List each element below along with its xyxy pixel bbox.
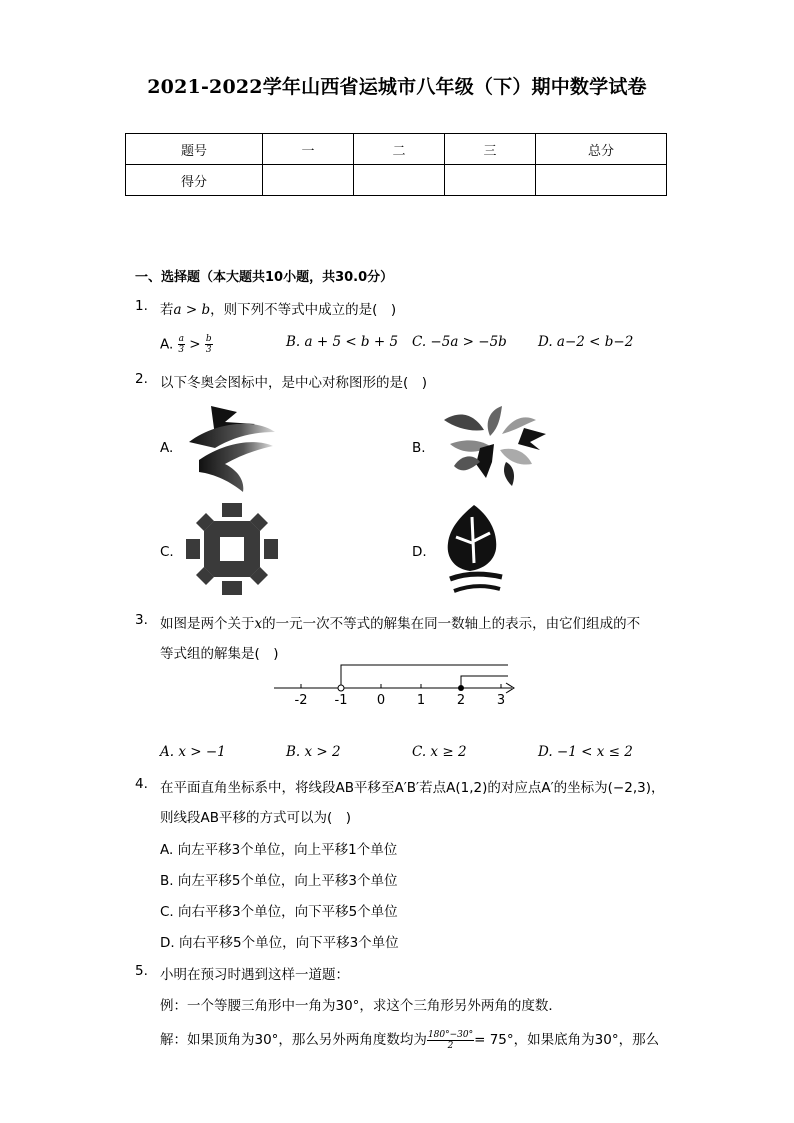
question-text: 小明在预习时遇到这样一道题： (160, 967, 349, 983)
question-number: 3. (135, 612, 148, 628)
question-text: 在平面直角坐标系中，将线段AB平移至A′B′若点A(1,2)的对应点A′的坐标为(−2,3)， (160, 780, 665, 796)
option-c-label[interactable]: C. (160, 544, 174, 560)
option-a[interactable]: A. $\frac{a}{3}$ > $\frac{b}{3}$ (160, 334, 212, 355)
tick-label: 2 (456, 693, 466, 708)
option-d[interactable]: D. −1 < x ≤ 2 (538, 744, 633, 760)
question-number: 4. (135, 776, 148, 792)
question-text: 如图是两个关于x的一元一次不等式的解集在同一数轴上的表示，由它们组成的不 (160, 616, 641, 632)
tick-label: -1 (334, 693, 348, 708)
option-c[interactable]: C. x ≥ 2 (412, 744, 467, 760)
winter-olympics-logo-c-icon[interactable] (186, 503, 278, 595)
option-b-label[interactable]: B. (412, 440, 426, 456)
option-d-label[interactable]: D. (412, 544, 427, 560)
section-heading-choice: 一、选择题（本大题共10小题，共30.0分） (135, 270, 394, 285)
tick-label: 0 (376, 693, 386, 708)
option-b[interactable]: B. a + 5 < b + 5 (286, 334, 399, 350)
question-text: 以下冬奥会图标中，是中心对称图形的是( ) (160, 375, 428, 391)
exam-page: 2021-2022学年山西省运城市八年级（下）期中数学试卷 题号 一 二 三 总分 得分 一、选择题（本大题共10小题，共30.0分） 1. 若a > b，则下列不等式中成立的是( ) A. $\frac{a}{3}$ > $\frac{b}{3}$ B. a + 5 < b + 5 C. −5a > −5b D. a−2 < b−2 2. 以下冬奥会图标中，是中心对称图形的是( ) A. B. C. D. 3. 如图是两个关于x的一元一次不等式的解集在同一数轴上的表示，由它们组成的不 等式组的解集是( ) -2 -1 0 1 2 3 A. x > −1 B. x > 2 C. x ≥ 2 D. −1 < x ≤ 2 4. 在平面直角坐标系中，将线段AB平移至A′B′若点A(1,2)的对应点A′的坐标为(−2,3)， 则线段AB平移的方式可以为( ) A. 向左平移3个单位，向上平移1个单位 B. 向左平移5个单位，向上平移3个单位 C. 向右平移3个单位，向下平移5个单位 D. 向右平移5个单位，向下平移3个单位 5. 小明在预习时遇到这样一道题： 例：一个等腰三角形中一角为30°，求这个三角形另外两角的度数． 解：如果顶角为30°，那么另外两角度数均为 $\frac{180^\circ-30^\circ}{2}$ = 75°，如果底角为30°，那么 (0, 0, 794, 1123)
fraction: $\frac{180^\circ-30^\circ}{2}$ (427, 1029, 474, 1051)
question-number: 2. (135, 371, 148, 387)
open-point-marker (338, 685, 344, 691)
score-header-cell: 题号 (126, 134, 263, 165)
score-cell[interactable] (263, 165, 354, 196)
option-b[interactable]: B. x > 2 (286, 744, 341, 760)
option-c[interactable]: C. −5a > −5b (412, 334, 507, 350)
score-table-header-row (126, 134, 667, 165)
winter-olympics-logo-b-icon[interactable] (440, 404, 552, 490)
score-cell[interactable] (445, 165, 536, 196)
score-header-cell: 二 (354, 134, 445, 165)
page-title: 2021-2022学年山西省运城市八年级（下）期中数学试卷 (147, 76, 647, 98)
option-a[interactable]: A. x > −1 (160, 744, 226, 760)
score-header-cell: 三 (445, 134, 536, 165)
score-table-score-row (126, 165, 667, 196)
question-text: 若a > b，则下列不等式中成立的是( ) (160, 302, 397, 318)
score-table (125, 133, 667, 196)
tick-label: 3 (496, 693, 506, 708)
number-line-figure (270, 660, 522, 708)
option-d[interactable]: D. a−2 < b−2 (538, 334, 634, 350)
score-header-cell: 总分 (536, 134, 667, 165)
score-row-label: 得分 (126, 165, 263, 196)
tick-label: -2 (294, 693, 308, 708)
score-header-cell: 一 (263, 134, 354, 165)
tick-label: 1 (416, 693, 426, 708)
question-number: 1. (135, 298, 148, 314)
option-a-label[interactable]: A. (160, 440, 174, 456)
winter-olympics-logo-a-icon[interactable] (185, 402, 277, 494)
closed-point-marker (458, 685, 464, 691)
score-cell[interactable] (354, 165, 445, 196)
question-number: 5. (135, 963, 148, 979)
winter-olympics-logo-d-icon[interactable] (444, 503, 506, 599)
score-cell[interactable] (536, 165, 667, 196)
